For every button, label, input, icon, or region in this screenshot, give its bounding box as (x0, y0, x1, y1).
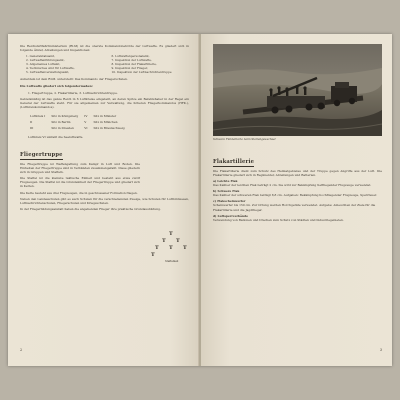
training-paragraph: In der Fliegerbildungsanstalt haben die angehenden Flieger ihre praktische Grundausbildung. (20, 207, 161, 212)
list-item: 8. Inspektion der Flakartillerie, (111, 62, 157, 67)
formation-diagram (151, 232, 193, 266)
book-spread (8, 34, 392, 366)
table-row (30, 120, 129, 124)
page-number: 2 (20, 348, 23, 352)
list-item: 4. Technisches Amt für Luftwaffe, (26, 66, 75, 71)
branch-list: 1. Fliegertruppe, 2. Flakartillerie, 3. Luftnachrichtentruppe. (28, 90, 118, 95)
flak-item-label: c) Flakscheinwerfer (213, 199, 246, 204)
flak-item-text: Scheinwerfer bis 150 cm. Zur Ortung werden Horchgeräte verwendet. Aufgabe: Anleuchten der Ziele für die Flakartillerie und die Jagdflieger. (213, 203, 376, 212)
flak-item-label: b) Schwere Flak (213, 189, 240, 194)
list-item: 3. Allgemeines Luftamt, (26, 62, 61, 67)
flak-item-text: Das Kaliber der leichten Flak beträgt 2 cm. Sie wird zur Bekämpfung tieffliegender Flugzeuge verwendet. (213, 183, 372, 188)
right-page (201, 34, 392, 366)
table-cell: Sitz in München (93, 119, 118, 124)
table-cell: Sitz in Braunschweig (93, 125, 125, 130)
list-item: 6. Luftwaffenpersonalamt, (111, 54, 150, 59)
fliegertruppe-paragraph: Die Staffel ist die kleinste taktische Einheit und besteht aus etwa zwölf Flugzeugen. Die Staffel ist die Grundeinheit der Fliegertruppe und gliedert sich in Ketten. (20, 176, 140, 189)
table-cell: II (30, 119, 33, 124)
fliegertruppe-paragraph: Die Kette besteht aus drei Flugzeugen, die in geschlossener Formation fliegen. (20, 190, 138, 195)
flak-item-label: d) Luftsperrverbände (213, 213, 248, 218)
list-item: 10. Inspektion der Luftnachrichtentruppe (111, 70, 172, 75)
aircraft-marker: T (169, 231, 173, 237)
note-paragraph: Außerdem ist dem RLM. unterstellt: Das Kommando der Fliegerschulen. (20, 77, 128, 82)
aircraft-marker: T (176, 238, 180, 244)
table-cell: Sitz in Münster (93, 113, 117, 118)
list-item: 1. Generalstabsamt, (26, 54, 55, 59)
schools-paragraph: Neben den Landesschulen gibt es auch Schulen für die verschiedensten Zweige, wie Schulen für Luftbildwesen, Luftnachrichtenschulen, Fliegerschulen und Kriegsschulen. (20, 197, 189, 206)
section-heading: Die Luftwaffe gliedert sich folgendermaßen: (20, 84, 93, 89)
flak-item (213, 179, 382, 187)
flak-item (213, 189, 382, 197)
aircraft-marker: T (183, 245, 187, 251)
table-cell: Luftkreis I (30, 113, 46, 118)
flak-item (213, 214, 382, 222)
fliegertruppe-heading: Fliegertruppe (20, 151, 63, 158)
photo-caption: Schwere Flakbatterie beim Stellungswechsel (213, 137, 276, 141)
table-cell: Sitz in Königsberg (51, 113, 79, 118)
table-row (30, 126, 129, 130)
left-page (8, 34, 199, 366)
list-item: 9. Inspektion der Flieger, (111, 66, 148, 71)
table-cell: Sitz in Dresden (51, 125, 74, 130)
cities-note: Luftkreis VI umfaßt die Seeluftwaffe. (28, 134, 84, 139)
region-paragraph: Gebietsmäßig ist das ganze Reich in 6 Luftkreise eingeteilt, an deren Spitze ein Befehlshaber in der Regel ein General der Luftwaffe steht. Für sie allgemeinen zur Verwaltung, die höheren Fliegerkommandos (HFK.), (Luftkreiskommandos). (20, 97, 189, 110)
flak-item-text: Verwendung von Ballonen und Drachen zum Schutz von Städten und Industriegebieten. (213, 217, 344, 222)
page-number: 3 (379, 348, 382, 352)
table-cell: III (30, 125, 34, 130)
list-item: 7. Inspektion der Luftwaffe, (111, 58, 152, 63)
table-cell: IV (84, 113, 88, 118)
aircraft-marker: T (151, 252, 155, 258)
flakartillerie-intro: Die Flakartillerie dient zum Schutz des Heimatgebietes und der Truppe gegen Angriffe aus der Luft. Die Flakartillerie gliedert sich in Regimenter, Abteilungen und Batterien. (213, 168, 382, 177)
fliegertruppe-paragraph: Die Fliegertruppe ist Waffengattung zum Kampf in Luft und Boden. Die Einheiten der Fliegertruppe sind in Verbänden zusammengefaßt. Diese gliedern sich in Gruppen und Staffeln. (20, 161, 140, 174)
flak-battery-photo (213, 44, 382, 136)
luftkreis-table (28, 112, 131, 132)
aircraft-marker: T (162, 238, 166, 244)
flak-item-text: Das Kaliber der schweren Flak beträgt 8,8 cm. Aufgaben: Bekämpfung hochfliegender Flugzeuge, Sperrfeuer. (213, 193, 377, 198)
list-item: 2. Luftwaffenführungsamt, (26, 58, 65, 63)
office-list (26, 54, 189, 74)
table-cell: V (84, 119, 87, 124)
flak-item (213, 199, 382, 211)
table-cell: Sitz in Berlin (51, 119, 71, 124)
list-item: 5. Luftwaffenverwaltungsamt, (26, 70, 70, 75)
intro-paragraph: Die Reichsluftfahrtministerium (RLM) ist die oberste Kommandobehörde der Luftwaffe. Es gliedert sich in folgende Ämter, Abteilungen und Inspektionen: (20, 44, 189, 53)
aircraft-marker: T (155, 245, 159, 251)
flakartillerie-heading: Flakartillerie (213, 158, 255, 165)
formation-caption: Staffelkeil (165, 260, 179, 263)
table-cell: VI (84, 125, 88, 130)
table-row (30, 114, 129, 118)
aircraft-marker: T (169, 245, 173, 251)
flak-item-label: a) Leichte Flak (213, 178, 238, 183)
